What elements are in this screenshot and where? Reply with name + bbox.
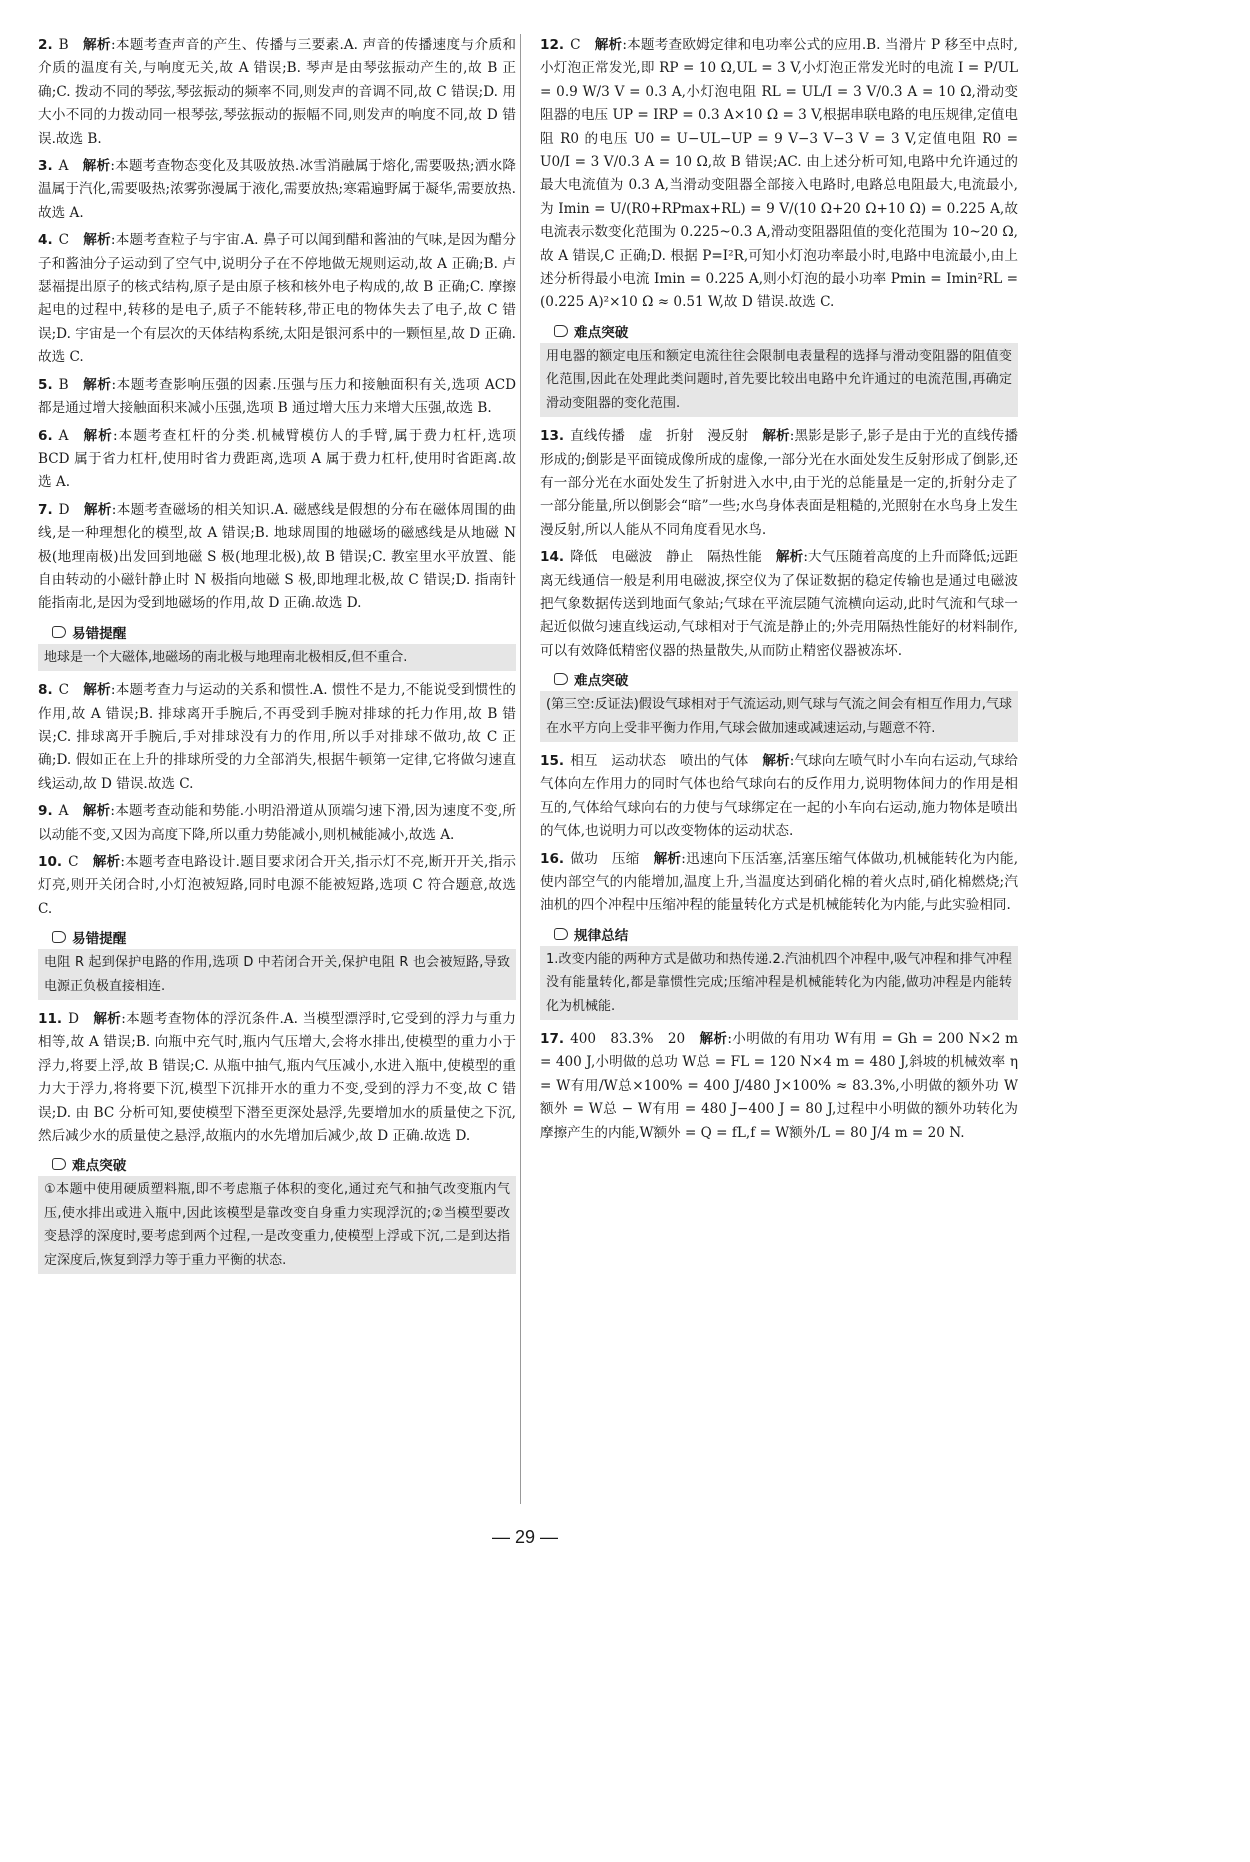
answer-item <box>38 679 516 796</box>
tip-heading-text: 难点突破 <box>574 673 629 690</box>
tip-heading-text: 易错提醒 <box>72 625 127 642</box>
answer-item <box>540 425 1018 542</box>
answer-choice: D <box>58 501 70 518</box>
pointing-hand-icon <box>554 325 568 337</box>
pointing-hand-icon <box>52 1158 66 1170</box>
analysis-label: 解析 <box>775 549 804 566</box>
answer-number: 13. <box>540 428 565 445</box>
analysis-label: 解析 <box>653 850 682 867</box>
analysis-text: :本题考查动能和势能.小明沿滑道从顶端匀速下滑,因为速度不变,所以动能不变,又因为高度下降,所以重力势能减小,则机械能减小,故选 A. <box>38 803 517 843</box>
answer-item <box>38 155 516 225</box>
analysis-text: :气球向左喷气时小车向右运动,气球给气体向左作用力的同时气体也给气球向右的反作用力,说明物体间力的作用是相互的,气体给气球向右的力使与气球绑定在一起的小车向右运动,施力物体是喷出的气体,也说明力可以改变物体的运动状态. <box>540 752 1019 840</box>
answer-number: 11. <box>38 1011 63 1028</box>
analysis-label: 解析 <box>82 376 112 393</box>
analysis-text: :本题考查粒子与宇宙.A. 鼻子可以闻到醋和酱油的气味,是因为醋分子和酱油分子运动到了空气中,说明分子在不停地做无规则运动,故 A 正确;B. 卢瑟福提出原子的核式结构,原子是由原子核和核外电子构成的,故 B 正确;C. 摩擦起电的过程中,转移的是电子,质子不能转移,带正电的物体失去了电子,故 C 错误;D. 宇宙是一个有层次的天体结构系统,太阳是银河系中的一颗恒星,故 D 正确.故选 C. <box>38 232 517 366</box>
analysis-text: :迅速向下压活塞,活塞压缩气体做功,机械能转化为内能,使内部空气的内能增加,温度上升,当温度达到硝化棉的着火点时,硝化棉燃烧;汽油机的四个冲程中压缩冲程的能量转化方式是机械能转化为内能,与此实验相同. <box>540 850 1019 914</box>
answer-choice: C <box>58 232 70 249</box>
analysis-label: 解析 <box>83 501 112 518</box>
answer-number: 14. <box>540 549 565 566</box>
column-divider <box>520 34 521 1504</box>
answer-item <box>38 374 516 421</box>
tip-box: 用电器的额定电压和额定电流往往会限制电表量程的选择与滑动变阻器的阻值变化范围,因此在处理此类问题时,首先要比较出电路中允许通过的电流范围,再确定滑动变阻器的变化范围. <box>540 343 1018 417</box>
analysis-label: 解析 <box>93 1011 122 1028</box>
analysis-text: :本题考查物体的浮沉条件.A. 当模型漂浮时,它受到的浮力与重力相等,故 A 错误;B. 向瓶中充气时,瓶内气压增大,会将水排出,使模型的重力小于浮力,将要上浮,故 B 错误;C. 从瓶中抽气,瓶内气压减小,水进入瓶中,使模型的重力大于浮力,将将要下沉,模型下沉排开水的重力不变,受到的浮力不变,故 C 错误;D. 由 BC 分析可知,要使模型下潜至更深处悬浮,先要增加水的质量使之下沉,然后减少水的质量使之悬浮,故瓶内的水先增加后减少,故 D 正确.故选 D. <box>38 1011 517 1145</box>
tip-heading-text: 难点突破 <box>574 324 629 341</box>
answer-choice: B <box>58 37 69 53</box>
tip-heading <box>554 669 1018 689</box>
answer-item <box>540 1028 1018 1145</box>
answer-choice: 做功 压缩 <box>570 850 640 867</box>
answer-item <box>540 848 1018 918</box>
answer-choice: A <box>58 803 69 820</box>
answer-number: 2. <box>38 37 53 53</box>
analysis-label: 解析 <box>594 37 623 53</box>
answer-number: 9. <box>38 803 53 820</box>
answer-choice: 400 83.3% 20 <box>570 1031 686 1048</box>
analysis-text: :本题考查电路设计.题目要求闭合开关,指示灯不亮,断开开关,指示灯亮,则开关闭合时,小灯泡被短路,同时电源不能被短路,选项 C 符合题意,故选 C. <box>38 854 516 917</box>
answer-number: 15. <box>540 752 565 769</box>
answer-choice: C <box>570 37 581 53</box>
analysis-text: :本题考查磁场的相关知识.A. 磁感线是假想的分布在磁体周围的曲线,是一种理想化的模型,故 A 错误;B. 地球周围的地磁场的磁感线是从地磁 N 极(地理南极)出发回到地磁 S 极(地理北极),故 B 错误;C. 教室里水平放置、能自由转动的小磁针静止时 N 极指向地磁 S 极,即地理北极,故 C 错误;D. 指南针能指南北,是因为受到地磁场的作用,故 D 正确.故选 D. <box>38 501 517 612</box>
analysis-text: :本题考查物态变化及其吸放热.冰雪消融属于熔化,需要吸热;洒水降温属于汽化,需要吸热;浓雾弥漫属于液化,需要放热;寒霜遍野属于凝华,需要放热.故选 A. <box>38 158 516 221</box>
analysis-label: 解析 <box>82 803 111 820</box>
answer-number: 10. <box>38 854 63 870</box>
tip-heading-text: 难点突破 <box>72 1158 127 1175</box>
tip-heading <box>554 924 1018 944</box>
analysis-text: :小明做的有用功 W有用 = Gh = 200 N×2 m = 400 J,小明做的总功 W总 = FL = 120 N×4 m = 480 J,斜坡的机械效率 η = W有用/W总×100% = 400 J/480 J×100% ≈ 83.3%,小明做的额外功 W额外 = W总 − W有用 = 480 J−400 J = 80 J,过程中小明做的额外功转化为摩擦产生的内能,W额外 = Q = fL,f = W额外/L = 80 J/4 m = 20 N. <box>540 1031 1019 1141</box>
answer-item <box>38 229 516 369</box>
analysis-text: :本题考查杠杆的分类.机械臂模仿人的手臂,属于费力杠杆,选项 BCD 属于省力杠杆,使用时省力费距离,选项 A 属于费力杠杆,使用时省距离.故选 A. <box>38 427 517 491</box>
right-column <box>540 34 1018 1149</box>
answer-choice: C <box>58 682 70 699</box>
answer-item <box>540 546 1018 663</box>
left-column <box>38 34 516 1282</box>
answer-item <box>38 800 516 847</box>
tip-box: 地球是一个大磁体,地磁场的南北极与地理南北极相反,但不重合. <box>38 644 516 671</box>
analysis-label: 解析 <box>92 854 121 870</box>
answer-choice: A <box>58 427 69 444</box>
tip-box: 1.改变内能的两种方式是做功和热传递.2.汽油机四个冲程中,吸气冲程和排气冲程没有能量转化,都是靠惯性完成;压缩冲程是机械能转化为内能,做功冲程是内能转化为机械能. <box>540 946 1018 1020</box>
analysis-label: 解析 <box>83 682 111 699</box>
tip-box: (第三空:反证法)假设气球相对于气流运动,则气球与气流之间会有相互作用力,气球在水平方向上受非平衡力作用,气球会做加速或减速运动,与题意不符. <box>540 691 1018 742</box>
answer-number: 17. <box>540 1031 565 1048</box>
tip-heading <box>52 622 516 642</box>
analysis-text: :本题考查欧姆定律和电功率公式的应用.B. 当滑片 P 移至中点时,小灯泡正常发光,即 RP = 10 Ω,UL = 3 V,小灯泡正常发光时的电流 I = P/UL = 0.9 W/3 V = 0.3 A,小灯泡电阻 RL = UL/I = 3 V/0.3 A = 10 Ω,滑动变阻器的电压 UP = IRP = 0.3 A×10 Ω = 3 V,根据串联电路的电压规律,定值电阻 R0 的电压 U0 = U−UL−UP = 9 V−3 V−3 V = 3 V,定值电阻 R0 = U0/I = 3 V/0.3 A = 10 Ω,故 B 错误;AC. 由上述分析可知,电路中允许通过的最大电流值为 0.3 A,当滑动变阻器全部接入电路时,电路总电阻最大,电流最小,为 Imin = U/(R0+RPmax+RL) = 9 V/(10 Ω+20 Ω+10 Ω) = 0.225 A,故电流表示数变化范围为 0.225~0.3 A,滑动变阻器阻值的变化范围为 10~20 Ω,故 A 错误,C 正确;D. 根据 P=I²R,可知小灯泡功率最小时,电路中电流最小,由上述分析得最小电流 Imin = 0.225 A,则小灯泡的最小功率 Pmin = Imin²RL = (0.225 A)²×10 Ω ≈ 0.51 W,故 D 错误.故选 C. <box>540 37 1019 311</box>
analysis-text: :本题考查力与运动的关系和惯性.A. 惯性不是力,不能说受到惯性的作用,故 A 错误;B. 排球离开手腕后,不再受到手腕对排球的托力作用,故 B 错误;C. 排球离开手腕后,手对排球没有力的作用,所以手对排球不做功,故 C 正确;D. 假如正在上升的排球所受的力全部消失,根据牛顿第一定律,它将做匀速直线运动,故 D 错误.故选 C. <box>38 682 517 792</box>
pointing-hand-icon <box>554 928 568 940</box>
analysis-text: :黑影是影子,影子是由于光的直线传播形成的;倒影是平面镜成像所成的虚像,一部分光在水面处发生反射形成了倒影,还有一部分光在水面处发生了折射进入水中,由于光的总能量是一定的,折射分走了一部分能量,所以倒影会“暗”一些;水鸟身体表面是粗糙的,光照射在水鸟身上发生漫反射,所以人能从不同角度看见水鸟. <box>540 428 1019 538</box>
answer-item <box>540 750 1018 844</box>
answer-number: 4. <box>38 232 53 249</box>
analysis-label: 解析 <box>82 37 111 53</box>
tip-heading <box>52 1154 516 1174</box>
answer-choice: 降低 电磁波 静止 隔热性能 <box>570 549 762 566</box>
answer-item <box>540 34 1018 315</box>
answer-choice: 相互 运动状态 喷出的气体 <box>570 752 749 769</box>
analysis-label: 解析 <box>82 158 111 175</box>
analysis-text: :本题考查声音的产生、传播与三要素.A. 声音的传播速度与介质和介质的温度有关,与响度无关,故 A 错误;B. 琴声是由琴弦振动产生的,故 B 正确;C. 拨动不同的琴弦,琴弦振动的频率不同,则发声的音调不同,故 C 错误;D. 用大小不同的力拨动同一根琴弦,琴弦振动的振幅不同,则发声的响度不同,故 D 错误.故选 B. <box>38 37 517 147</box>
tip-heading <box>52 927 516 947</box>
answer-number: 16. <box>540 850 565 867</box>
analysis-label: 解析 <box>82 427 113 444</box>
answer-choice: B <box>58 376 69 393</box>
answer-number: 5. <box>38 376 53 393</box>
answer-item <box>38 499 516 616</box>
answer-choice: A <box>58 158 69 175</box>
analysis-text: :本题考查影响压强的因素.压强与压力和接触面积有关,选项 ACD 都是通过增大接触面积来减小压强,选项 B 通过增大压力来增大压强,故选 B. <box>38 376 517 417</box>
answer-number: 6. <box>38 427 53 444</box>
analysis-label: 解析 <box>83 232 111 249</box>
answer-number: 7. <box>38 501 53 518</box>
tip-heading <box>554 321 1018 341</box>
answer-choice: 直线传播 虚 折射 漫反射 <box>570 428 749 445</box>
analysis-label: 解析 <box>762 428 790 445</box>
pointing-hand-icon <box>52 626 66 638</box>
tip-heading-text: 规律总结 <box>574 927 629 944</box>
tip-box: ①本题中使用硬质塑料瓶,即不考虑瓶子体积的变化,通过充气和抽气改变瓶内气压,使水排出或进入瓶中,因此该模型是靠改变自身重力实现浮沉的;②当模型要改变悬浮的深度时,要考虑到两个过程,一是改变重力,使模型上浮或下沉,二是到达指定深度后,恢复到浮力等于重力平衡的状态. <box>38 1176 516 1274</box>
tip-box: 电阻 R 起到保护电路的作用,选项 D 中若闭合开关,保护电阻 R 也会被短路,导致电源正负极直接相连. <box>38 949 516 1000</box>
tip-heading-text: 易错提醒 <box>72 931 127 948</box>
answer-choice: D <box>68 1011 79 1028</box>
answer-number: 3. <box>38 158 53 175</box>
answer-item <box>38 425 516 495</box>
answer-choice: C <box>68 854 79 870</box>
pointing-hand-icon <box>52 931 66 943</box>
pointing-hand-icon <box>554 673 568 685</box>
answer-item <box>38 34 516 151</box>
answer-number: 8. <box>38 682 53 699</box>
answer-number: 12. <box>540 37 565 53</box>
analysis-text: :大气压随着高度的上升而降低;远距离无线通信一般是利用电磁波,探空仪为了保证数据的稳定传输也是通过电磁波把气象数据传送到地面气象站;气球在平流层随气流横向运动,此时气流和气球一起近似做匀速直线运动,气球相对于气流是静止的;外壳用隔热性能好的材料制作,可以有效降低精密仪器的热量散失,从而防止精密仪器被冻坏. <box>540 549 1018 659</box>
answer-item <box>38 851 516 921</box>
analysis-label: 解析 <box>699 1031 728 1048</box>
analysis-label: 解析 <box>762 752 790 769</box>
answer-item <box>38 1008 516 1148</box>
page-number: — 29 — <box>491 1527 559 1547</box>
